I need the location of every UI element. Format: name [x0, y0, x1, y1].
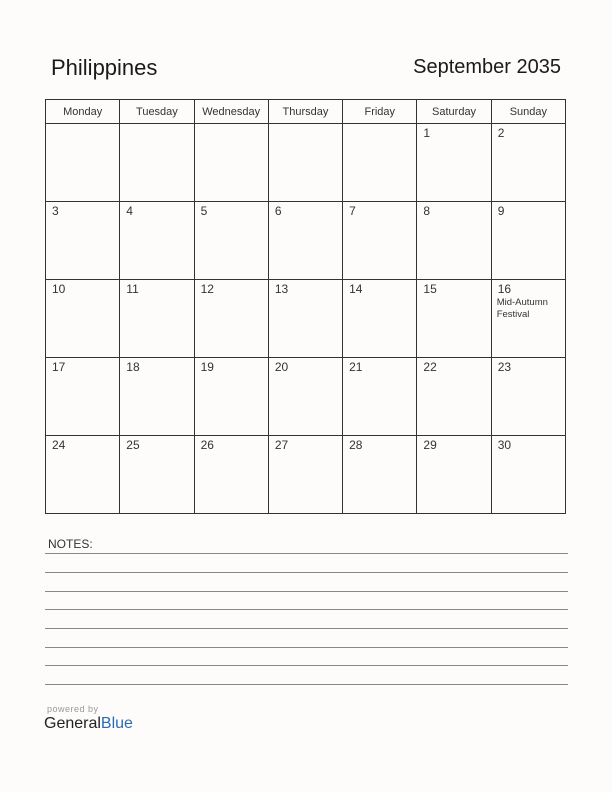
day-cell	[46, 202, 120, 280]
day-cell	[491, 436, 565, 514]
day-number	[269, 124, 342, 126]
day-cell	[268, 280, 342, 358]
week-row	[46, 202, 566, 280]
holiday-label: Mid-Autumn Festival	[496, 297, 548, 320]
calendar-grid	[45, 99, 566, 514]
day-cell	[268, 436, 342, 514]
day-number	[343, 124, 416, 126]
day-number: 21	[349, 360, 363, 374]
day-number: 28	[349, 438, 363, 452]
weekday-header: Friday	[343, 100, 417, 124]
weekday-header: Saturday	[417, 100, 491, 124]
day-number: 14	[349, 282, 363, 296]
day-cell	[343, 124, 417, 202]
day-number	[195, 124, 268, 126]
day-cell	[491, 280, 565, 358]
day-number: 24	[52, 438, 66, 452]
day-cell	[268, 124, 342, 202]
day-cell	[417, 124, 491, 202]
day-cell	[343, 436, 417, 514]
notes-line	[45, 684, 568, 685]
week-row	[46, 280, 566, 358]
notes-line	[45, 572, 568, 573]
notes-line	[45, 628, 568, 629]
day-number: 23	[497, 360, 512, 374]
weekday-header: Sunday	[491, 100, 565, 124]
weekday-header: Tuesday	[120, 100, 194, 124]
day-cell	[491, 358, 565, 436]
day-cell	[343, 202, 417, 280]
week-row	[46, 124, 566, 202]
day-number: 9	[497, 204, 505, 218]
day-number: 4	[126, 204, 133, 218]
day-number: 8	[423, 204, 431, 218]
week-row	[46, 358, 566, 436]
day-cell	[194, 436, 268, 514]
day-cell	[46, 124, 120, 202]
day-number: 27	[274, 438, 289, 452]
day-cell	[194, 124, 268, 202]
notes-line	[45, 591, 568, 592]
notes-line	[45, 647, 568, 648]
day-cell	[194, 202, 268, 280]
day-number: 16	[497, 282, 512, 296]
notes-line	[45, 609, 568, 610]
day-cell	[491, 202, 565, 280]
day-cell	[120, 436, 194, 514]
notes-label: NOTES:	[48, 537, 93, 551]
day-cell	[46, 358, 120, 436]
day-number: 17	[52, 360, 66, 374]
day-cell	[194, 358, 268, 436]
day-cell	[343, 358, 417, 436]
day-cell	[268, 358, 342, 436]
day-cell	[417, 202, 491, 280]
day-number: 2	[497, 126, 505, 140]
day-number	[120, 124, 193, 126]
day-number: 10	[52, 282, 66, 296]
day-number: 22	[423, 360, 437, 374]
powered-by-text: powered by	[47, 704, 99, 714]
day-cell	[46, 436, 120, 514]
month-year-title: September 2035	[413, 56, 561, 78]
day-number: 15	[423, 282, 437, 296]
day-cell	[120, 124, 194, 202]
day-number: 13	[274, 282, 289, 296]
day-number: 3	[52, 204, 59, 218]
weekday-header: Monday	[46, 100, 120, 124]
day-number: 30	[497, 438, 512, 452]
country-title: Philippines	[51, 55, 158, 80]
footer-branding	[44, 704, 133, 733]
day-number: 1	[423, 126, 431, 140]
day-cell	[343, 280, 417, 358]
day-number: 25	[126, 438, 140, 452]
day-number: 20	[274, 360, 289, 374]
day-cell	[417, 358, 491, 436]
weekday-header-row	[46, 100, 566, 124]
day-number: 29	[423, 438, 437, 452]
day-number: 12	[200, 282, 214, 296]
day-cell	[417, 436, 491, 514]
day-number: 11	[126, 282, 139, 296]
day-cell	[491, 124, 565, 202]
day-number: 7	[349, 204, 356, 218]
notes-line	[45, 665, 568, 666]
notes-line	[45, 553, 568, 554]
day-number: 18	[126, 360, 140, 374]
day-cell	[46, 280, 120, 358]
brand-blue: Blue	[100, 715, 133, 732]
day-cell	[120, 358, 194, 436]
day-cell	[120, 202, 194, 280]
day-number: 6	[274, 204, 282, 218]
day-number: 26	[200, 438, 214, 452]
brand-logo	[44, 715, 133, 733]
day-number: 5	[200, 204, 208, 218]
day-number	[46, 124, 119, 126]
week-row	[46, 436, 566, 514]
day-cell	[120, 280, 194, 358]
brand-general: General	[44, 715, 101, 732]
day-cell	[194, 280, 268, 358]
weekday-header: Thursday	[268, 100, 342, 124]
day-number: 19	[200, 360, 214, 374]
day-cell	[268, 202, 342, 280]
weekday-header: Wednesday	[194, 100, 268, 124]
day-cell	[417, 280, 491, 358]
